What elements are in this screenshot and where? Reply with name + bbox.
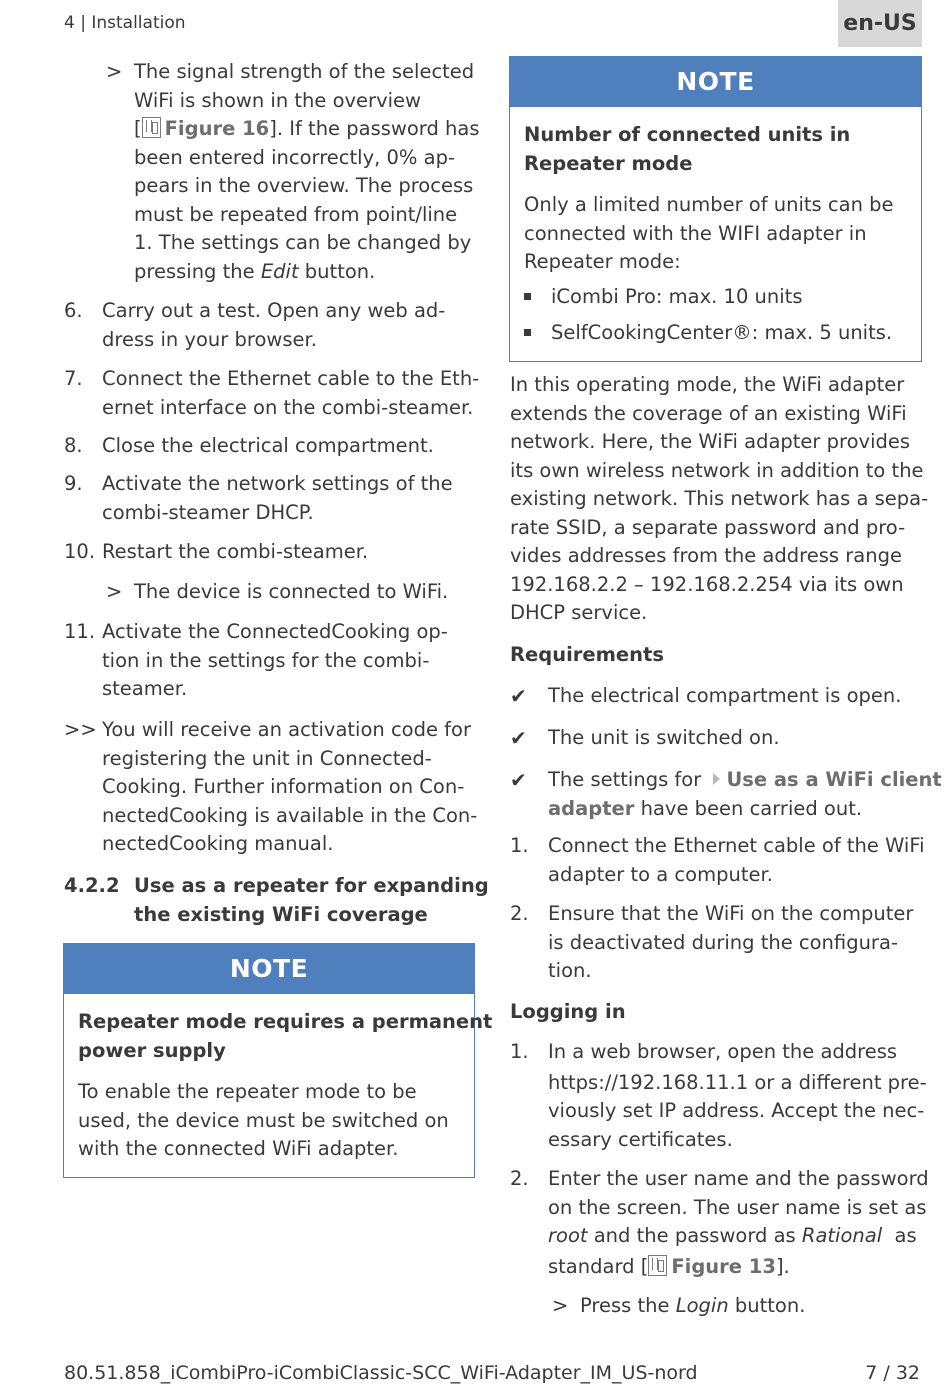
- step-number: 1.: [510, 834, 529, 857]
- step-number: 10.: [64, 540, 96, 563]
- cross-reference-icon: [713, 773, 720, 785]
- step-number: 2.: [510, 1167, 529, 1190]
- text-line: WiFi is shown in the overview: [134, 88, 421, 112]
- note-body: To enable the repeater mode to be used, the device must be switched on with the connected WiFi adapter.: [78, 1080, 449, 1160]
- step-text: In a web browser, open the address https://192.168.11.1 or a different pre- viously set IP address. Accept the nec- essary certificates.: [548, 1040, 927, 1151]
- step-number: 9.: [64, 472, 83, 495]
- text-line: must be repeated from point/line: [134, 202, 458, 226]
- result-text: [134, 58, 480, 286]
- requirement-text: The unit is switched on.: [548, 726, 780, 749]
- cross-reference-link[interactable]: Use as a WiFi client: [726, 768, 942, 791]
- result-marker: >: [552, 1294, 569, 1317]
- text-line: pressing the Edit button.: [134, 259, 376, 283]
- step-number: 8.: [64, 434, 83, 457]
- page-header-section: 4 | Installation: [64, 13, 186, 33]
- note-title: Repeater mode requires a permanent power supply: [78, 1010, 493, 1062]
- requirement-text: The settings for Use as a WiFi client adapter have been carried out.: [548, 768, 942, 820]
- bullet-icon: [524, 293, 531, 300]
- ui-term: root: [548, 1224, 588, 1247]
- ui-term: Login: [675, 1294, 729, 1317]
- note-heading: NOTE: [64, 944, 474, 994]
- list-item: SelfCookingCenter®: max. 5 units.: [524, 319, 892, 348]
- note-body: Only a limited number of units can be connected with the WIFI adapter in Repeater mode:: [524, 193, 894, 273]
- step-text: Connect the Ethernet cable of the WiFi adapter to a computer.: [548, 834, 925, 886]
- note-box-connected-units: [509, 56, 922, 362]
- step-text: Connect the Ethernet cable to the Eth- ernet interface on the combi-steamer.: [102, 367, 480, 419]
- step-text: Ensure that the WiFi on the computer is deactivated during the configura- tion.: [548, 902, 914, 982]
- cross-reference-link[interactable]: adapter: [548, 796, 635, 820]
- result-marker: >: [106, 580, 123, 603]
- intro-paragraph: In this operating mode, the WiFi adapter extends the coverage of an existing WiFi network. Here, the WiFi adapter provides its own wireless network in addition to the existing network. This network has a sepa- rate SSID, a separate password and pro- vides addresses from the address range 192.168.2.2 – 192.168.2.254 via its own DHCP service.: [510, 373, 929, 624]
- result-text: Press the Login button.: [580, 1294, 806, 1317]
- text-line: 1. The settings can be changed by: [134, 231, 472, 254]
- checkmark-icon: ✔: [510, 726, 527, 750]
- step-text: Close the electrical compartment.: [102, 434, 434, 457]
- step-text: Activate the ConnectedCooking op- tion in the settings for the combi- steamer.: [102, 620, 448, 700]
- section-number: 4.2.2: [64, 874, 120, 897]
- list-item: iCombi Pro: max. 10 units: [524, 283, 803, 312]
- requirement-text: The electrical compartment is open.: [548, 684, 902, 707]
- step-number: 6.: [64, 299, 83, 322]
- footer-document-id: 80.51.858_iCombiPro-iCombiClassic-SCC_WiFi-Adapter_IM_US-nord: [64, 1362, 698, 1384]
- requirements-heading: Requirements: [510, 643, 664, 666]
- note-title: Number of connected units in Repeater mode: [524, 123, 851, 175]
- step-number: 2.: [510, 902, 529, 925]
- manual-reference-icon: [648, 1255, 667, 1276]
- note-box-repeater-power: [63, 943, 493, 1178]
- final-result-text: You will receive an activation code for registering the unit in Connected- Cooking. Further information on Con- nectedCooking is available in the Con- nectedCooking manual.: [102, 718, 478, 855]
- manual-reference-icon: [142, 117, 161, 138]
- step-text: Activate the network settings of the combi-steamer DHCP.: [102, 472, 453, 524]
- figure-link[interactable]: Figure 16: [164, 117, 270, 140]
- ui-term: Edit: [260, 259, 299, 283]
- bullet-icon: [524, 329, 531, 336]
- step-number: 1.: [510, 1040, 529, 1063]
- figure-link[interactable]: Figure 13: [671, 1254, 776, 1278]
- text-line: The signal strength of the selected: [134, 60, 475, 83]
- language-badge: en-US: [838, 0, 922, 47]
- final-result-marker: >>: [64, 718, 97, 741]
- step-text: Enter the user name and the password on the screen. The user name is set as root and the password as Rational as standard [ Figure 13].: [548, 1167, 929, 1278]
- text-line: pears in the overview. The process: [134, 174, 474, 197]
- section-title: Use as a repeater for expanding the existing WiFi coverage: [134, 874, 489, 926]
- step-text: Restart the combi-steamer.: [102, 540, 369, 563]
- text-line: [ Figure 16]. If the password has: [134, 117, 480, 140]
- step-text: Carry out a test. Open any web ad- dress in your browser.: [102, 299, 446, 351]
- checkmark-icon: ✔: [510, 768, 527, 792]
- step-number: 7.: [64, 367, 83, 390]
- ui-term: Rational: [801, 1224, 883, 1247]
- text-line: been entered incorrectly, 0% ap-: [134, 145, 455, 169]
- url-text: https://192.168.11.1: [548, 1070, 749, 1094]
- logging-in-heading: Logging in: [510, 1000, 626, 1023]
- step-number: 11.: [64, 620, 96, 643]
- note-heading: NOTE: [510, 57, 921, 107]
- result-text: The device is connected to WiFi.: [134, 580, 449, 603]
- checkmark-icon: ✔: [510, 684, 527, 708]
- result-marker: >: [106, 60, 123, 83]
- footer-page-number: 7 / 32: [865, 1362, 920, 1384]
